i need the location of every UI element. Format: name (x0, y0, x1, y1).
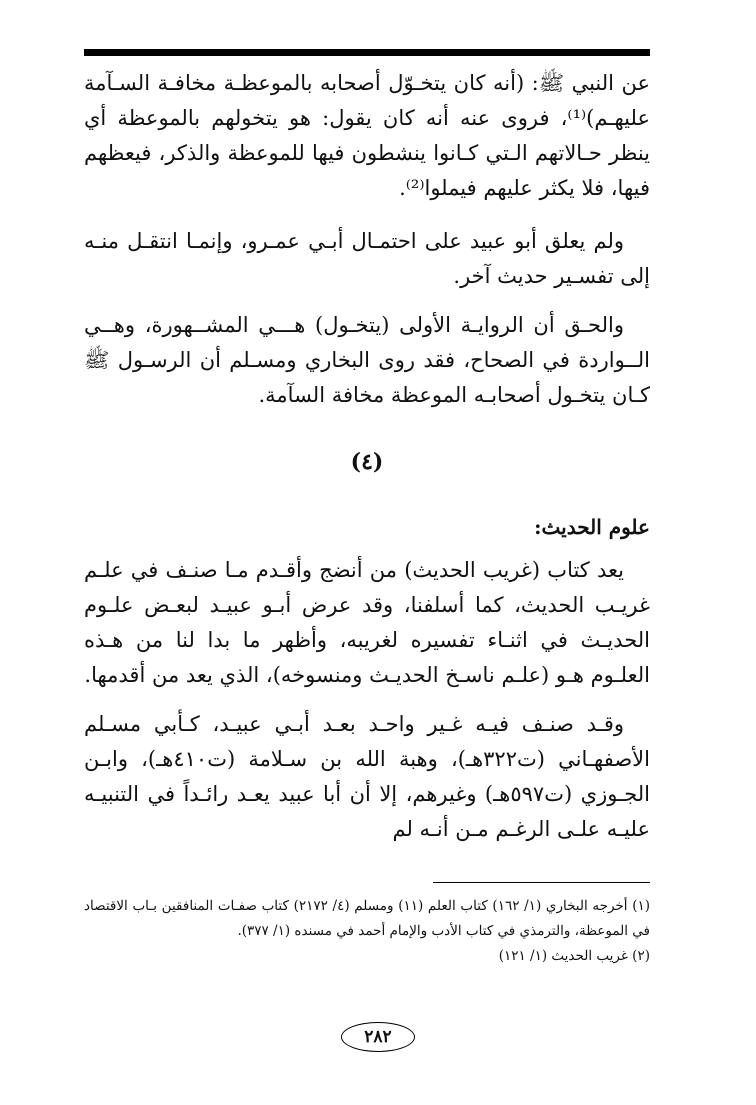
page-number: ٢٨٢ (341, 1022, 415, 1052)
footnote-rule (433, 882, 650, 883)
section-heading: علوم الحديث: (534, 515, 650, 539)
header-rule (84, 49, 650, 56)
section-paragraph-2: وقـد صنـف فيـه غـير واحـد بعـد أبـي عبيـد، كـأبي مسـلم الأصفهـاني (ت٣٢٢هـ)، وهبة الله بن سـلامة (ت٤١٠هـ)، وابـن الجـوزي (ت٥٩٧هـ) وغيرهم، إلا أن أبا عبيد يعـد رائـداً في التنبيـه عليـه علـى الرغـم مـن أنـه لم (84, 712, 650, 841)
page-body (84, 66, 650, 861)
footnote-1: (١) أخرجه البخاري (١/ ١٦٢) كتاب العلم (١١) ومسلم (٤/ ٢١٧٢) كتاب صفـات المنافقين بـاب الاقتصاد في الموعظة، والترمذي في كتاب الأدب والإمام أحمد في مسنده (١/ ٣٧٧). (84, 898, 651, 939)
body-paragraph-2: ولم يعلق أبو عبيد على احتمـال أبـي عمـرو، وإنمـا انتقـل منـه إلى تفسـير حديث آخر. (84, 229, 650, 288)
footnote-2: (٢) غريب الحديث (١/ ١٢١) (498, 948, 650, 964)
section-paragraph-1: يعد كتاب (غريب الحديث) من أنضج وأقـدم مـا صنـف في علـم غريـب الحديث، كما أسلفنا، وقد عرض أبـو عبيـد لبعـض علـوم الحديـث في اثنـاء تفسيره لغريبه، وأظهر ما بدا لنا من هـذه العلـوم هـو (علـم ناسـخ الحديـث ومنسوخه)، الذي يعد من أقدمها. (84, 558, 650, 687)
section-number: (٤) (350, 449, 384, 475)
footnotes (84, 894, 650, 969)
body-paragraph-1: عن النبي ﷺ: (أنه كان يتخـوّل أصحابه بالموعظـة مخافـة السـآمة عليهـم)⁽¹⁾، فروى عنه أنه كان يقول: هو يتخولهم بالموعظة أي ينظر حـالاتهم الـتي كـانوا ينشطون فيها للموعظة والذكر، فيعظهم فيها، فلا يكثر عليهم فيملوا⁽²⁾. (84, 71, 650, 200)
body-paragraph-3: والحـق أن الروايـة الأولى (يتخـول) هـــي المشــهورة، وهــي الــواردة في الصحاح، فقد روى البخاري ومسـلم أن الرسـول ﷺ كـان يتخـول أصحابـه الموعظة مخافة السآمة. (84, 313, 650, 407)
